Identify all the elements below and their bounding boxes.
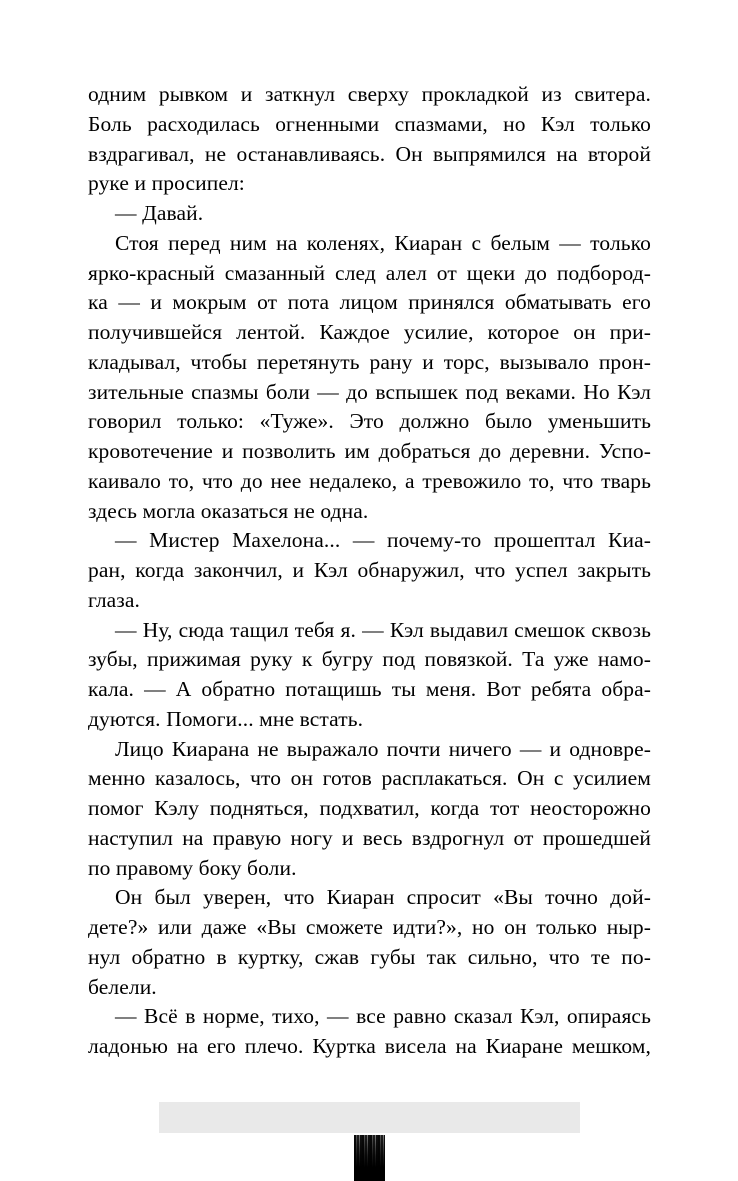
- text-line: руке и просипел:: [88, 171, 245, 196]
- text-line: Он был уверен, что Киаран спросит «Вы точно дой-: [115, 885, 651, 910]
- text-line: ка — и мокрым от пота лицом принялся обматывать его: [88, 290, 651, 315]
- paragraph: [88, 735, 651, 884]
- text-line: — Ну, сюда тащил тебя я. — Кэл выдавил смешок сквозь: [115, 617, 651, 642]
- text-line: наступил на правую ногу и весь вздрогнул от прошедшей: [88, 825, 651, 850]
- text-line: по правому боку боли.: [88, 855, 297, 880]
- text-column: [88, 80, 651, 1062]
- text-line: дете?» или даже «Вы сможете идти?», но он только ныр-: [88, 915, 651, 939]
- text-line: кровотечение и позволить им добраться до деревни. Успо-: [88, 439, 651, 463]
- text-line: — Всё в норме, тихо, — все равно сказал Кэл, опираясь: [115, 1004, 651, 1029]
- text-line: получившейся лентой. Каждое усилие, которое он при-: [88, 320, 651, 344]
- text-line: ярко-красный смазанный след алел от щеки до подбород-: [88, 260, 651, 285]
- text-line: помог Кэлу подняться, подхватил, когда тот неосторожно: [88, 796, 651, 820]
- partial-image-artifact: [354, 1135, 385, 1181]
- text-line: одним рывком и заткнул сверху прокладкой из свитера.: [88, 82, 651, 106]
- text-line: — Мистер Махелона... — почему-то прошептал Киа-: [115, 528, 651, 553]
- text-line: каивало то, что до нее недалеко, а тревожило то, что тварь: [88, 468, 651, 493]
- paragraph: [88, 229, 651, 527]
- text-line: кладывал, чтобы перетянуть рану и торс, вызывало прон-: [88, 349, 651, 374]
- text-line: кала. — А обратно потащишь ты меня. Вот ребята обра-: [88, 677, 651, 701]
- paragraph: [88, 80, 651, 199]
- text-line: зительные спазмы боли — до вспышек под веками. Но Кэл: [88, 379, 651, 404]
- text-line: нул обратно в куртку, сжав губы так сильно, что те по-: [88, 944, 651, 969]
- text-line: ран, когда закончил, и Кэл обнаружил, что успел закрыть: [88, 558, 651, 582]
- paragraph: [88, 1002, 651, 1062]
- text-line: Боль расходилась огненными спазмами, но Кэл только: [88, 111, 651, 136]
- text-line: здесь могла оказаться не одна.: [88, 498, 369, 523]
- text-line: Стоя перед ним на коленях, Киаран с белым — только: [115, 230, 651, 255]
- text-line: дуются. Помоги... мне встать.: [88, 706, 364, 731]
- text-line: глаза.: [88, 587, 141, 612]
- text-line: белели.: [88, 974, 157, 999]
- paragraph: [88, 526, 651, 615]
- text-line: вздрагивал, не останавливаясь. Он выпрямился на второй: [88, 141, 651, 166]
- text-line: Лицо Киарана не выражало почти ничего — и одновре-: [115, 736, 651, 761]
- text-line: ладонью на его плечо. Куртка висела на Киаране мешком,: [88, 1034, 651, 1058]
- text-line: говорил только: «Туже». Это должно было уменьшить: [88, 409, 651, 434]
- paragraph: [88, 616, 651, 735]
- text-line: зубы, прижимая руку к бугру под повязкой. Та уже намо-: [88, 647, 651, 672]
- bottom-bar: [159, 1102, 580, 1133]
- text-line: — Давай.: [115, 201, 204, 225]
- paragraph: [88, 199, 651, 229]
- text-line: менно казалось, что он готов расплакаться. Он с усилием: [88, 766, 651, 791]
- paragraph: [88, 883, 651, 1002]
